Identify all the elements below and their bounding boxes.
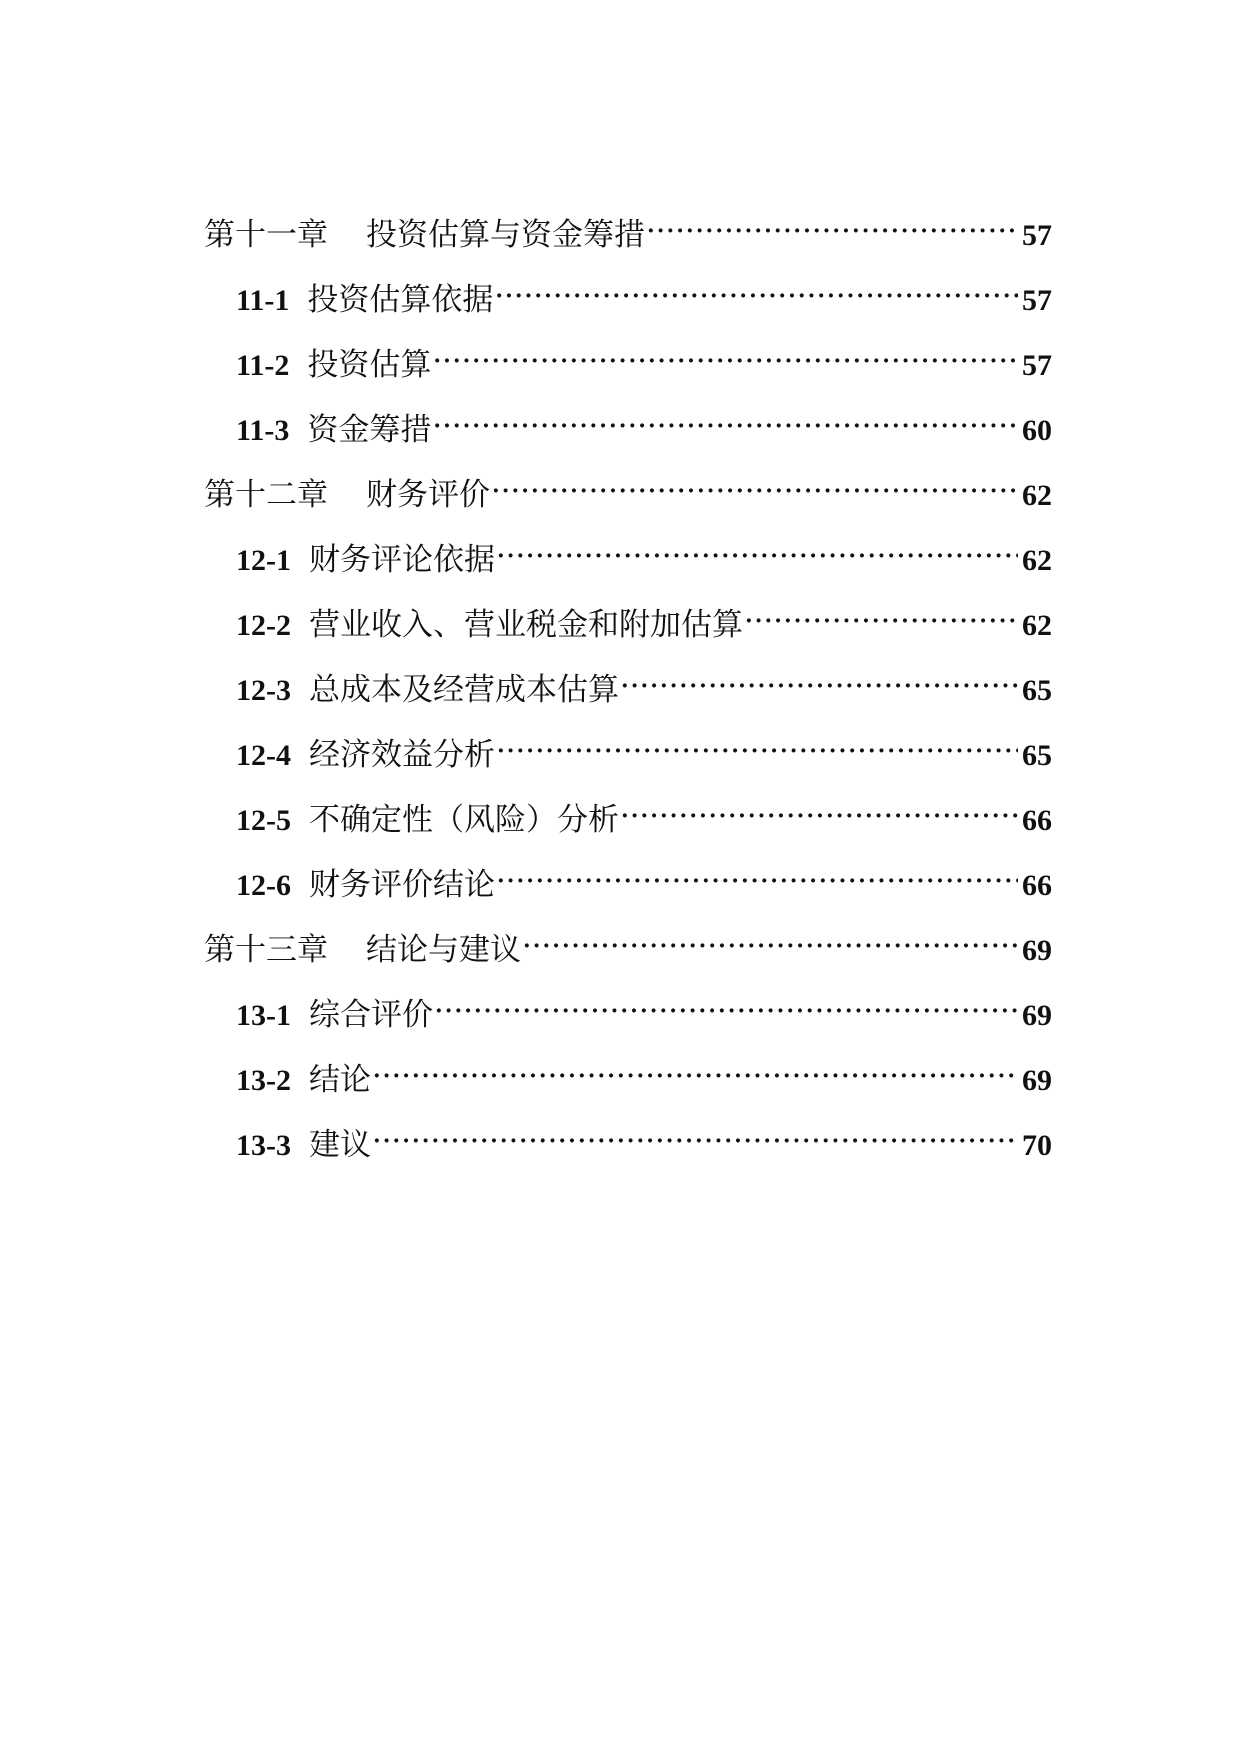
toc-entry-title: 投资估算与资金筹措 xyxy=(366,217,645,253)
toc-entry-title: 总成本及经营成本估算 xyxy=(309,672,619,708)
toc-dot-leader xyxy=(621,654,1018,719)
toc-dot-leader xyxy=(497,719,1018,784)
toc-entry-number: 11-1 xyxy=(236,284,290,317)
toc-entry-page: 57 xyxy=(1022,219,1052,252)
toc-entry-page: 62 xyxy=(1022,544,1052,577)
toc-dot-leader xyxy=(433,394,1018,459)
toc-dot-leader xyxy=(435,979,1018,1044)
toc-dot-leader xyxy=(433,329,1018,394)
toc-entry-number: 12-6 xyxy=(236,869,291,902)
toc-entry-number: 13-3 xyxy=(236,1129,291,1162)
toc-entry-number: 12-1 xyxy=(236,544,291,577)
toc-entry-page: 69 xyxy=(1022,1064,1052,1097)
toc-entry-number: 11-2 xyxy=(236,349,290,382)
toc-dot-leader xyxy=(495,264,1018,329)
toc-section-12-1[interactable] xyxy=(204,528,1052,593)
toc-entry-number: 第十一章 xyxy=(204,217,328,253)
toc-entry-title: 资金筹措 xyxy=(307,412,432,448)
toc-dot-leader xyxy=(745,589,1018,654)
toc-entry-title: 经济效益分析 xyxy=(309,737,495,773)
toc-section-12-5[interactable] xyxy=(204,788,1052,853)
toc-section-12-6[interactable] xyxy=(204,853,1052,918)
toc-dot-leader xyxy=(497,524,1018,589)
toc-entry-page: 65 xyxy=(1022,674,1052,707)
toc-entry-number: 第十三章 xyxy=(204,932,328,968)
toc-dot-leader xyxy=(621,784,1018,849)
toc-dot-leader xyxy=(647,199,1018,264)
toc-dot-leader xyxy=(492,459,1018,524)
toc-entry-title: 营业收入、营业税金和附加估算 xyxy=(309,607,743,643)
toc-entry-number: 12-2 xyxy=(236,609,291,642)
toc-chapter-13[interactable] xyxy=(204,918,1052,983)
toc-section-13-3[interactable] xyxy=(204,1113,1052,1178)
table-of-contents xyxy=(204,203,1052,1178)
toc-section-12-4[interactable] xyxy=(204,723,1052,788)
toc-entry-title: 建议 xyxy=(309,1127,371,1163)
toc-entry-page: 69 xyxy=(1022,999,1052,1032)
toc-entry-title: 财务评价 xyxy=(366,477,490,513)
toc-section-12-3[interactable] xyxy=(204,658,1052,723)
toc-entry-page: 65 xyxy=(1022,739,1052,772)
toc-section-12-2[interactable] xyxy=(204,593,1052,658)
toc-entry-page: 57 xyxy=(1022,284,1052,317)
toc-entry-page: 70 xyxy=(1022,1129,1052,1162)
toc-dot-leader xyxy=(523,914,1018,979)
toc-section-13-2[interactable] xyxy=(204,1048,1052,1113)
toc-entry-page: 66 xyxy=(1022,869,1052,902)
toc-section-11-2[interactable] xyxy=(204,333,1052,398)
toc-entry-title: 结论与建议 xyxy=(366,932,521,968)
toc-entry-title: 投资估算 xyxy=(307,347,432,383)
toc-entry-title: 不确定性（风险）分析 xyxy=(309,802,619,838)
toc-entry-number: 第十二章 xyxy=(204,477,328,513)
toc-entry-number: 13-1 xyxy=(236,999,291,1032)
toc-entry-page: 69 xyxy=(1022,934,1052,967)
toc-section-13-1[interactable] xyxy=(204,983,1052,1048)
toc-dot-leader xyxy=(373,1044,1018,1109)
toc-entry-title: 财务评论依据 xyxy=(309,542,495,578)
toc-entry-page: 62 xyxy=(1022,609,1052,642)
toc-chapter-12[interactable] xyxy=(204,463,1052,528)
toc-entry-page: 62 xyxy=(1022,479,1052,512)
toc-entry-title: 结论 xyxy=(309,1062,371,1098)
toc-entry-title: 综合评价 xyxy=(309,997,433,1033)
toc-entry-page: 57 xyxy=(1022,349,1052,382)
toc-chapter-11[interactable] xyxy=(204,203,1052,268)
toc-entry-title: 投资估算依据 xyxy=(307,282,494,318)
toc-entry-number: 12-3 xyxy=(236,674,291,707)
toc-entry-page: 60 xyxy=(1022,414,1052,447)
toc-section-11-1[interactable] xyxy=(204,268,1052,333)
toc-entry-number: 12-5 xyxy=(236,804,291,837)
toc-entry-number: 13-2 xyxy=(236,1064,291,1097)
toc-entry-number: 11-3 xyxy=(236,414,290,447)
toc-entry-number: 12-4 xyxy=(236,739,291,772)
toc-entry-page: 66 xyxy=(1022,804,1052,837)
toc-section-11-3[interactable] xyxy=(204,398,1052,463)
toc-dot-leader xyxy=(497,849,1018,914)
toc-entry-title: 财务评价结论 xyxy=(309,867,495,903)
toc-dot-leader xyxy=(373,1109,1018,1174)
